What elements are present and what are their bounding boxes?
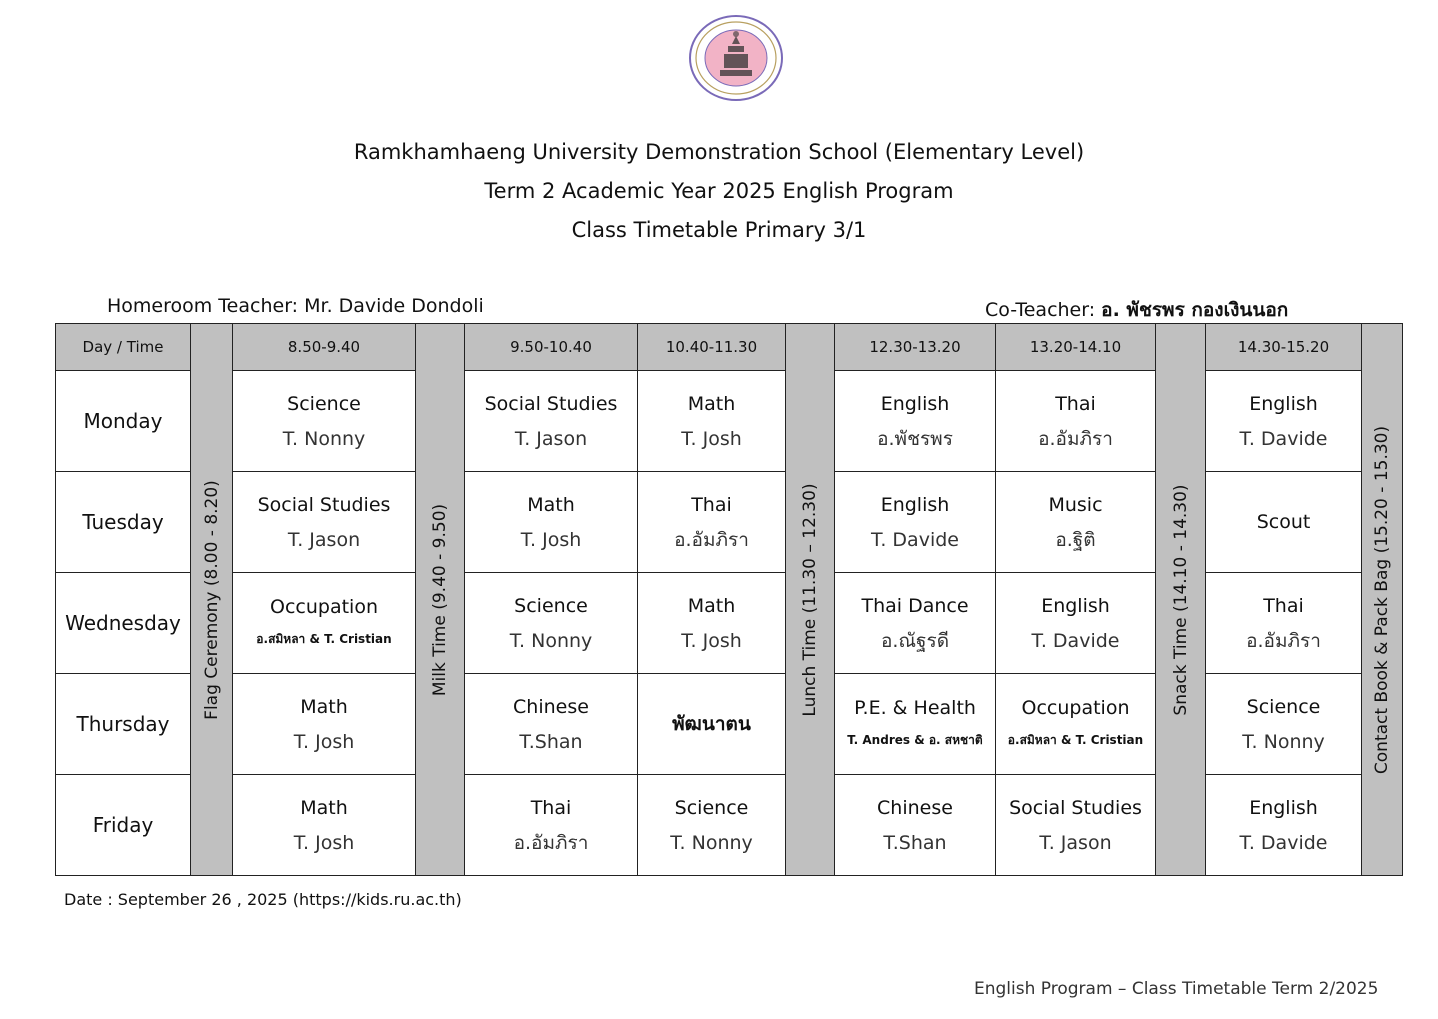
date-line: Date : September 26 , 2025 (https://kids.ru.ac.th) xyxy=(64,890,462,909)
day-time-header: Day / Time xyxy=(56,324,191,371)
co-teacher xyxy=(985,295,1288,325)
subject: Social Studies xyxy=(1009,796,1142,819)
lesson-cell xyxy=(233,371,416,472)
lesson-cell xyxy=(1206,472,1362,573)
teacher: T. Nonny xyxy=(282,427,366,450)
teacher: T. Davide xyxy=(1239,427,1328,450)
lesson-cell xyxy=(233,573,416,674)
subject: P.E. & Health xyxy=(854,697,976,719)
period-1-header: 8.50-9.40 xyxy=(233,324,416,371)
lesson-cell xyxy=(1206,573,1362,674)
homeroom-teacher: Homeroom Teacher: Mr. Davide Dondoli xyxy=(107,295,484,317)
subject: Science xyxy=(514,594,588,617)
lesson-cell xyxy=(996,472,1156,573)
subject: Thai xyxy=(691,493,732,516)
teacher: T. Andres & อ. สหชาติ xyxy=(847,733,983,747)
subject: Science xyxy=(287,392,361,415)
footer-text: English Program – Class Timetable Term 2/2025 xyxy=(974,979,1379,999)
day-label: Wednesday xyxy=(56,573,191,674)
subject: Math xyxy=(300,695,348,718)
subject: Occupation xyxy=(1021,697,1130,719)
teacher: อ.ณัฐรดี xyxy=(880,629,950,652)
subject: English xyxy=(1249,796,1318,819)
lunch-time-label: Lunch Time (11.30 – 12.30) xyxy=(800,482,820,717)
co-teacher-name: อ. พัชรพร กองเงินนอก xyxy=(1101,299,1289,321)
lesson-cell xyxy=(233,674,416,775)
lesson-cell xyxy=(996,573,1156,674)
lesson-cell xyxy=(835,371,996,472)
day-label: Monday xyxy=(56,371,191,472)
snack-time-break xyxy=(1156,324,1206,876)
subject: English xyxy=(1249,392,1318,415)
header-row xyxy=(56,324,1403,371)
teacher: อ.อัมภิรา xyxy=(1038,427,1113,450)
lesson-cell xyxy=(835,775,996,876)
milk-time-break xyxy=(416,324,465,876)
subject: Occupation xyxy=(270,596,378,618)
lesson-cell xyxy=(233,775,416,876)
subject: English xyxy=(880,392,950,415)
subject: Math xyxy=(527,493,575,516)
day-label: Friday xyxy=(56,775,191,876)
timetable xyxy=(55,323,1403,876)
lesson-cell xyxy=(996,674,1156,775)
lesson-cell xyxy=(1206,371,1362,472)
lesson-cell xyxy=(465,472,638,573)
lesson-cell xyxy=(996,775,1156,876)
subject: Thai xyxy=(1055,392,1096,415)
teacher: T. Josh xyxy=(681,427,742,450)
subject: Science xyxy=(1246,695,1321,718)
school-seal-logo xyxy=(688,14,784,102)
lesson-cell xyxy=(1206,674,1362,775)
period-5-header: 13.20-14.10 xyxy=(996,324,1156,371)
subject: Social Studies xyxy=(484,392,618,415)
teacher: T. Josh xyxy=(520,528,582,551)
period-2-header: 9.50-10.40 xyxy=(465,324,638,371)
lesson-cell xyxy=(638,674,786,775)
teacher: T. Josh xyxy=(293,730,355,753)
milk-time-label: Milk Time (9.40 - 9.50) xyxy=(430,503,450,696)
subject: English xyxy=(880,493,950,516)
period-3-header: 10.40-11.30 xyxy=(638,324,786,371)
teacher: T. Davide xyxy=(1239,831,1328,854)
subject: Chinese xyxy=(877,796,953,819)
co-teacher-label: Co-Teacher: xyxy=(985,299,1096,321)
lesson-cell xyxy=(233,472,416,573)
lesson-cell xyxy=(835,674,996,775)
lesson-cell xyxy=(835,472,996,573)
teacher: อ.ฐิติ xyxy=(1055,528,1096,551)
subject: Math xyxy=(687,392,736,415)
day-label: Tuesday xyxy=(56,472,191,573)
subject: Science xyxy=(674,796,749,819)
period-6-header: 14.30-15.20 xyxy=(1206,324,1362,371)
contact-book-label: Contact Book & Pack Bag (15.20 - 15.30) xyxy=(1372,425,1392,774)
lesson-cell xyxy=(638,775,786,876)
teacher: อ.พัชรพร xyxy=(877,427,953,450)
subject: Thai xyxy=(1263,594,1304,617)
teacher: อ.สมิหลา & T. Cristian xyxy=(256,632,392,646)
teacher: T. Jason xyxy=(514,427,588,450)
subject: Social Studies xyxy=(257,493,391,516)
school-title: Ramkhamhaeng University Demonstration School (Elementary Level) xyxy=(353,140,1085,164)
snack-time-label: Snack Time (14.10 - 14.30) xyxy=(1170,483,1191,716)
term-line: Term 2 Academic Year 2025 English Program xyxy=(484,179,954,203)
lesson-cell xyxy=(638,371,786,472)
flag-ceremony-break xyxy=(191,324,233,876)
teacher: T. Jason xyxy=(1039,831,1112,854)
subject: Math xyxy=(300,796,348,819)
teacher: T. Nonny xyxy=(670,831,753,854)
lesson-cell xyxy=(638,573,786,674)
teacher: T.Shan xyxy=(519,730,583,753)
lesson-cell xyxy=(996,371,1156,472)
period-4-header: 12.30-13.20 xyxy=(835,324,996,371)
subject: Music xyxy=(1048,493,1103,516)
lesson-cell xyxy=(465,674,638,775)
lesson-cell xyxy=(638,472,786,573)
lesson-cell xyxy=(465,775,638,876)
subject: English xyxy=(1041,594,1110,617)
subject: Scout xyxy=(1256,511,1311,533)
teacher: T. Davide xyxy=(1031,629,1120,652)
teacher: T. Nonny xyxy=(1242,730,1325,753)
subject: Math xyxy=(687,594,736,617)
teacher: อ.อัมภิรา xyxy=(1246,629,1321,652)
class-line: Class Timetable Primary 3/1 xyxy=(571,218,867,242)
lesson-cell xyxy=(835,573,996,674)
teacher: อ.สมิหลา & T. Cristian xyxy=(1007,733,1144,747)
flag-ceremony-label: Flag Ceremony (8.00 - 8.20) xyxy=(201,479,222,720)
lesson-cell xyxy=(465,371,638,472)
lesson-cell xyxy=(465,573,638,674)
teacher: T. Davide xyxy=(871,528,959,551)
subject: Thai xyxy=(530,796,572,819)
day-label: Thursday xyxy=(56,674,191,775)
teacher: T. Josh xyxy=(293,831,355,854)
teacher: T.Shan xyxy=(883,831,947,854)
teacher: อ.อัมภิรา xyxy=(674,528,749,551)
teacher: อ.อัมภิรา xyxy=(513,831,589,854)
subject: Thai Dance xyxy=(861,594,969,617)
contact-book-break xyxy=(1362,324,1403,876)
lesson-cell xyxy=(1206,775,1362,876)
subject: พัฒนาตน xyxy=(672,713,751,735)
teacher: T. Josh xyxy=(681,629,742,652)
teacher: T. Jason xyxy=(287,528,361,551)
teacher: T. Nonny xyxy=(509,629,593,652)
lunch-time-break xyxy=(786,324,835,876)
subject: Chinese xyxy=(513,695,589,718)
